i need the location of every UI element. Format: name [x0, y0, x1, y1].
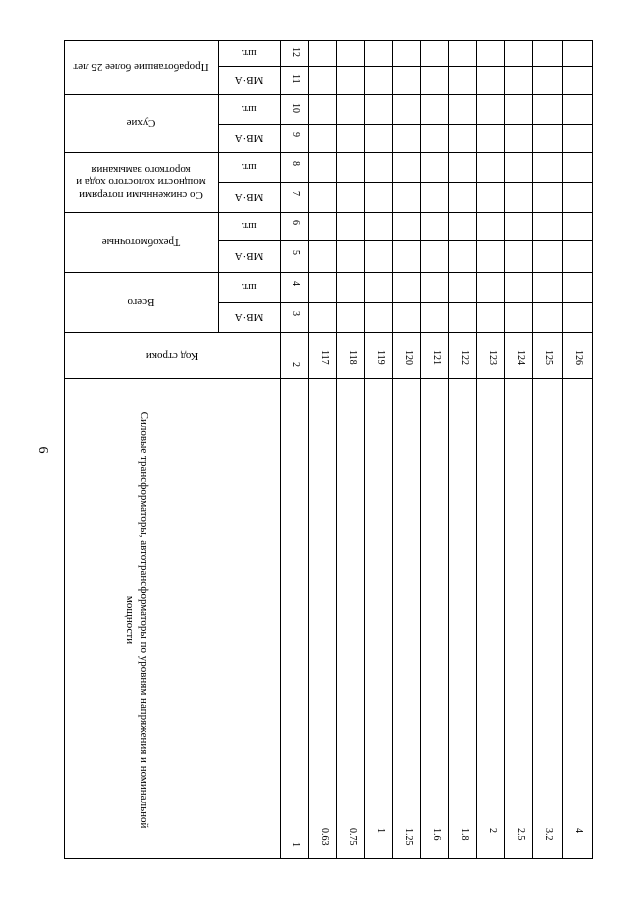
column-number: 11	[290, 74, 301, 84]
column-number: 5	[290, 250, 301, 255]
row-power: 1.8	[459, 828, 470, 841]
group-divider	[64, 272, 592, 273]
column-number: 7	[290, 191, 301, 196]
unit-label: шт.	[241, 281, 257, 294]
unit-label: шт.	[241, 220, 257, 233]
row-code: 121	[431, 350, 442, 365]
row-code: 122	[459, 350, 470, 365]
unit-divider	[218, 124, 592, 125]
unit-divider	[218, 302, 592, 303]
unit-label: МВ·А	[234, 191, 264, 204]
column-divider	[562, 40, 563, 858]
column-number: 2	[290, 362, 301, 367]
row-code: 126	[573, 350, 584, 365]
unit-label: шт.	[241, 47, 257, 60]
column-number: 9	[290, 132, 301, 137]
group-divider	[64, 94, 592, 95]
column-divider	[336, 40, 337, 858]
group-divider	[64, 40, 592, 41]
unit-label: МВ·А	[234, 250, 264, 263]
column-number: 12	[290, 47, 301, 57]
column-number: 8	[290, 161, 301, 166]
row-power: 1	[375, 828, 386, 833]
group-label-4: Сухие	[126, 117, 156, 130]
group-divider	[64, 378, 592, 379]
group-divider	[64, 332, 592, 333]
row-power: 0.63	[319, 828, 330, 846]
unit-label: МВ·А	[234, 311, 264, 324]
table-border-left	[64, 40, 65, 858]
column-number: 10	[290, 103, 301, 113]
column-number: 4	[290, 281, 301, 286]
unit-divider	[218, 182, 592, 183]
group-label-2: Трехобмоточные	[101, 236, 181, 249]
row-code: 125	[543, 350, 554, 365]
column-divider	[308, 40, 309, 858]
column-divider	[592, 40, 593, 858]
group-label-3: Со сниженными потерями мощности холостого хода и короткого замыкания	[76, 163, 206, 201]
column-divider	[420, 40, 421, 858]
column-divider	[364, 40, 365, 858]
unit-divider	[218, 240, 592, 241]
table-border-bottom	[64, 858, 592, 859]
group-divider	[64, 212, 592, 213]
code-header: Код строки	[145, 350, 199, 363]
row-code: 119	[375, 350, 386, 365]
row-power: 2.5	[515, 828, 526, 841]
group-divider	[64, 152, 592, 153]
column-number: 6	[290, 220, 301, 225]
unit-label: МВ·А	[234, 132, 264, 145]
row-code: 120	[403, 350, 414, 365]
column-divider	[392, 40, 393, 858]
unit-label: МВ·А	[234, 74, 264, 87]
row-code: 123	[487, 350, 498, 365]
header-unit-divider	[218, 40, 219, 332]
column-number: 1	[290, 842, 301, 847]
group-label-1: Всего	[127, 296, 155, 309]
column-number: 3	[290, 311, 301, 316]
table-title: Силовые трансформаторы, автотрансформаторы по уровням напряжения и номинальной мощности	[124, 411, 150, 829]
unit-divider	[218, 66, 592, 67]
row-power: 3.2	[543, 828, 554, 841]
row-code: 117	[319, 350, 330, 365]
row-power: 1.6	[431, 828, 442, 841]
row-power: 0.75	[347, 828, 358, 846]
page-number: 6	[35, 446, 50, 454]
unit-label: шт.	[241, 103, 257, 116]
unit-label: шт.	[241, 161, 257, 174]
row-code: 118	[347, 350, 358, 365]
column-divider	[448, 40, 449, 858]
column-divider	[532, 40, 533, 858]
column-divider	[504, 40, 505, 858]
group-label-5: Проработавшие более 25 лет	[73, 61, 209, 74]
row-code: 124	[515, 350, 526, 365]
column-divider	[280, 40, 281, 858]
column-divider	[476, 40, 477, 858]
row-power: 1.25	[403, 828, 414, 846]
row-power: 2	[487, 828, 498, 833]
row-power: 4	[573, 828, 584, 833]
